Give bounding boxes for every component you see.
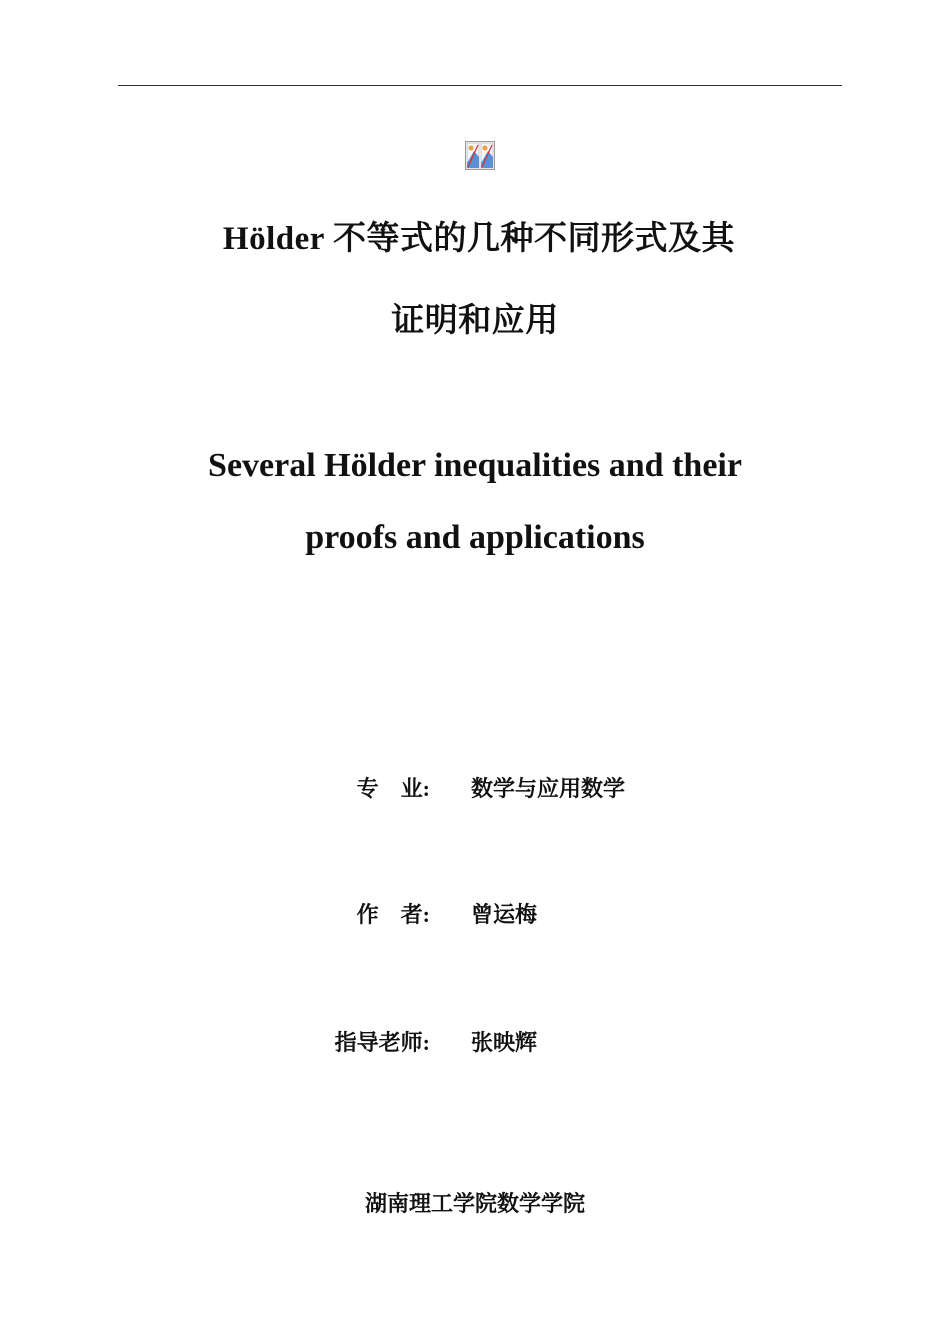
institution-name: 湖南理工学院数学学院 — [364, 1191, 585, 1216]
title-chinese-line-2: 证明和应用 — [391, 303, 559, 339]
broken-image-icon — [465, 141, 495, 170]
author-label: 作 者: — [356, 902, 430, 927]
title-english-line-1: Several Hölder inequalities and their — [208, 447, 742, 484]
title-chinese-line-1: Hölder 不等式的几种不同形式及其 — [222, 221, 736, 257]
title-english-line-2: proofs and applications — [305, 519, 645, 556]
header-rule — [118, 85, 842, 86]
major-value: 数学与应用数学 — [471, 776, 626, 801]
author-value: 曾运梅 — [471, 902, 538, 927]
advisor-label: 指导老师: — [334, 1030, 430, 1055]
major-label: 专 业: — [356, 776, 430, 801]
advisor-value: 张映辉 — [471, 1030, 538, 1055]
